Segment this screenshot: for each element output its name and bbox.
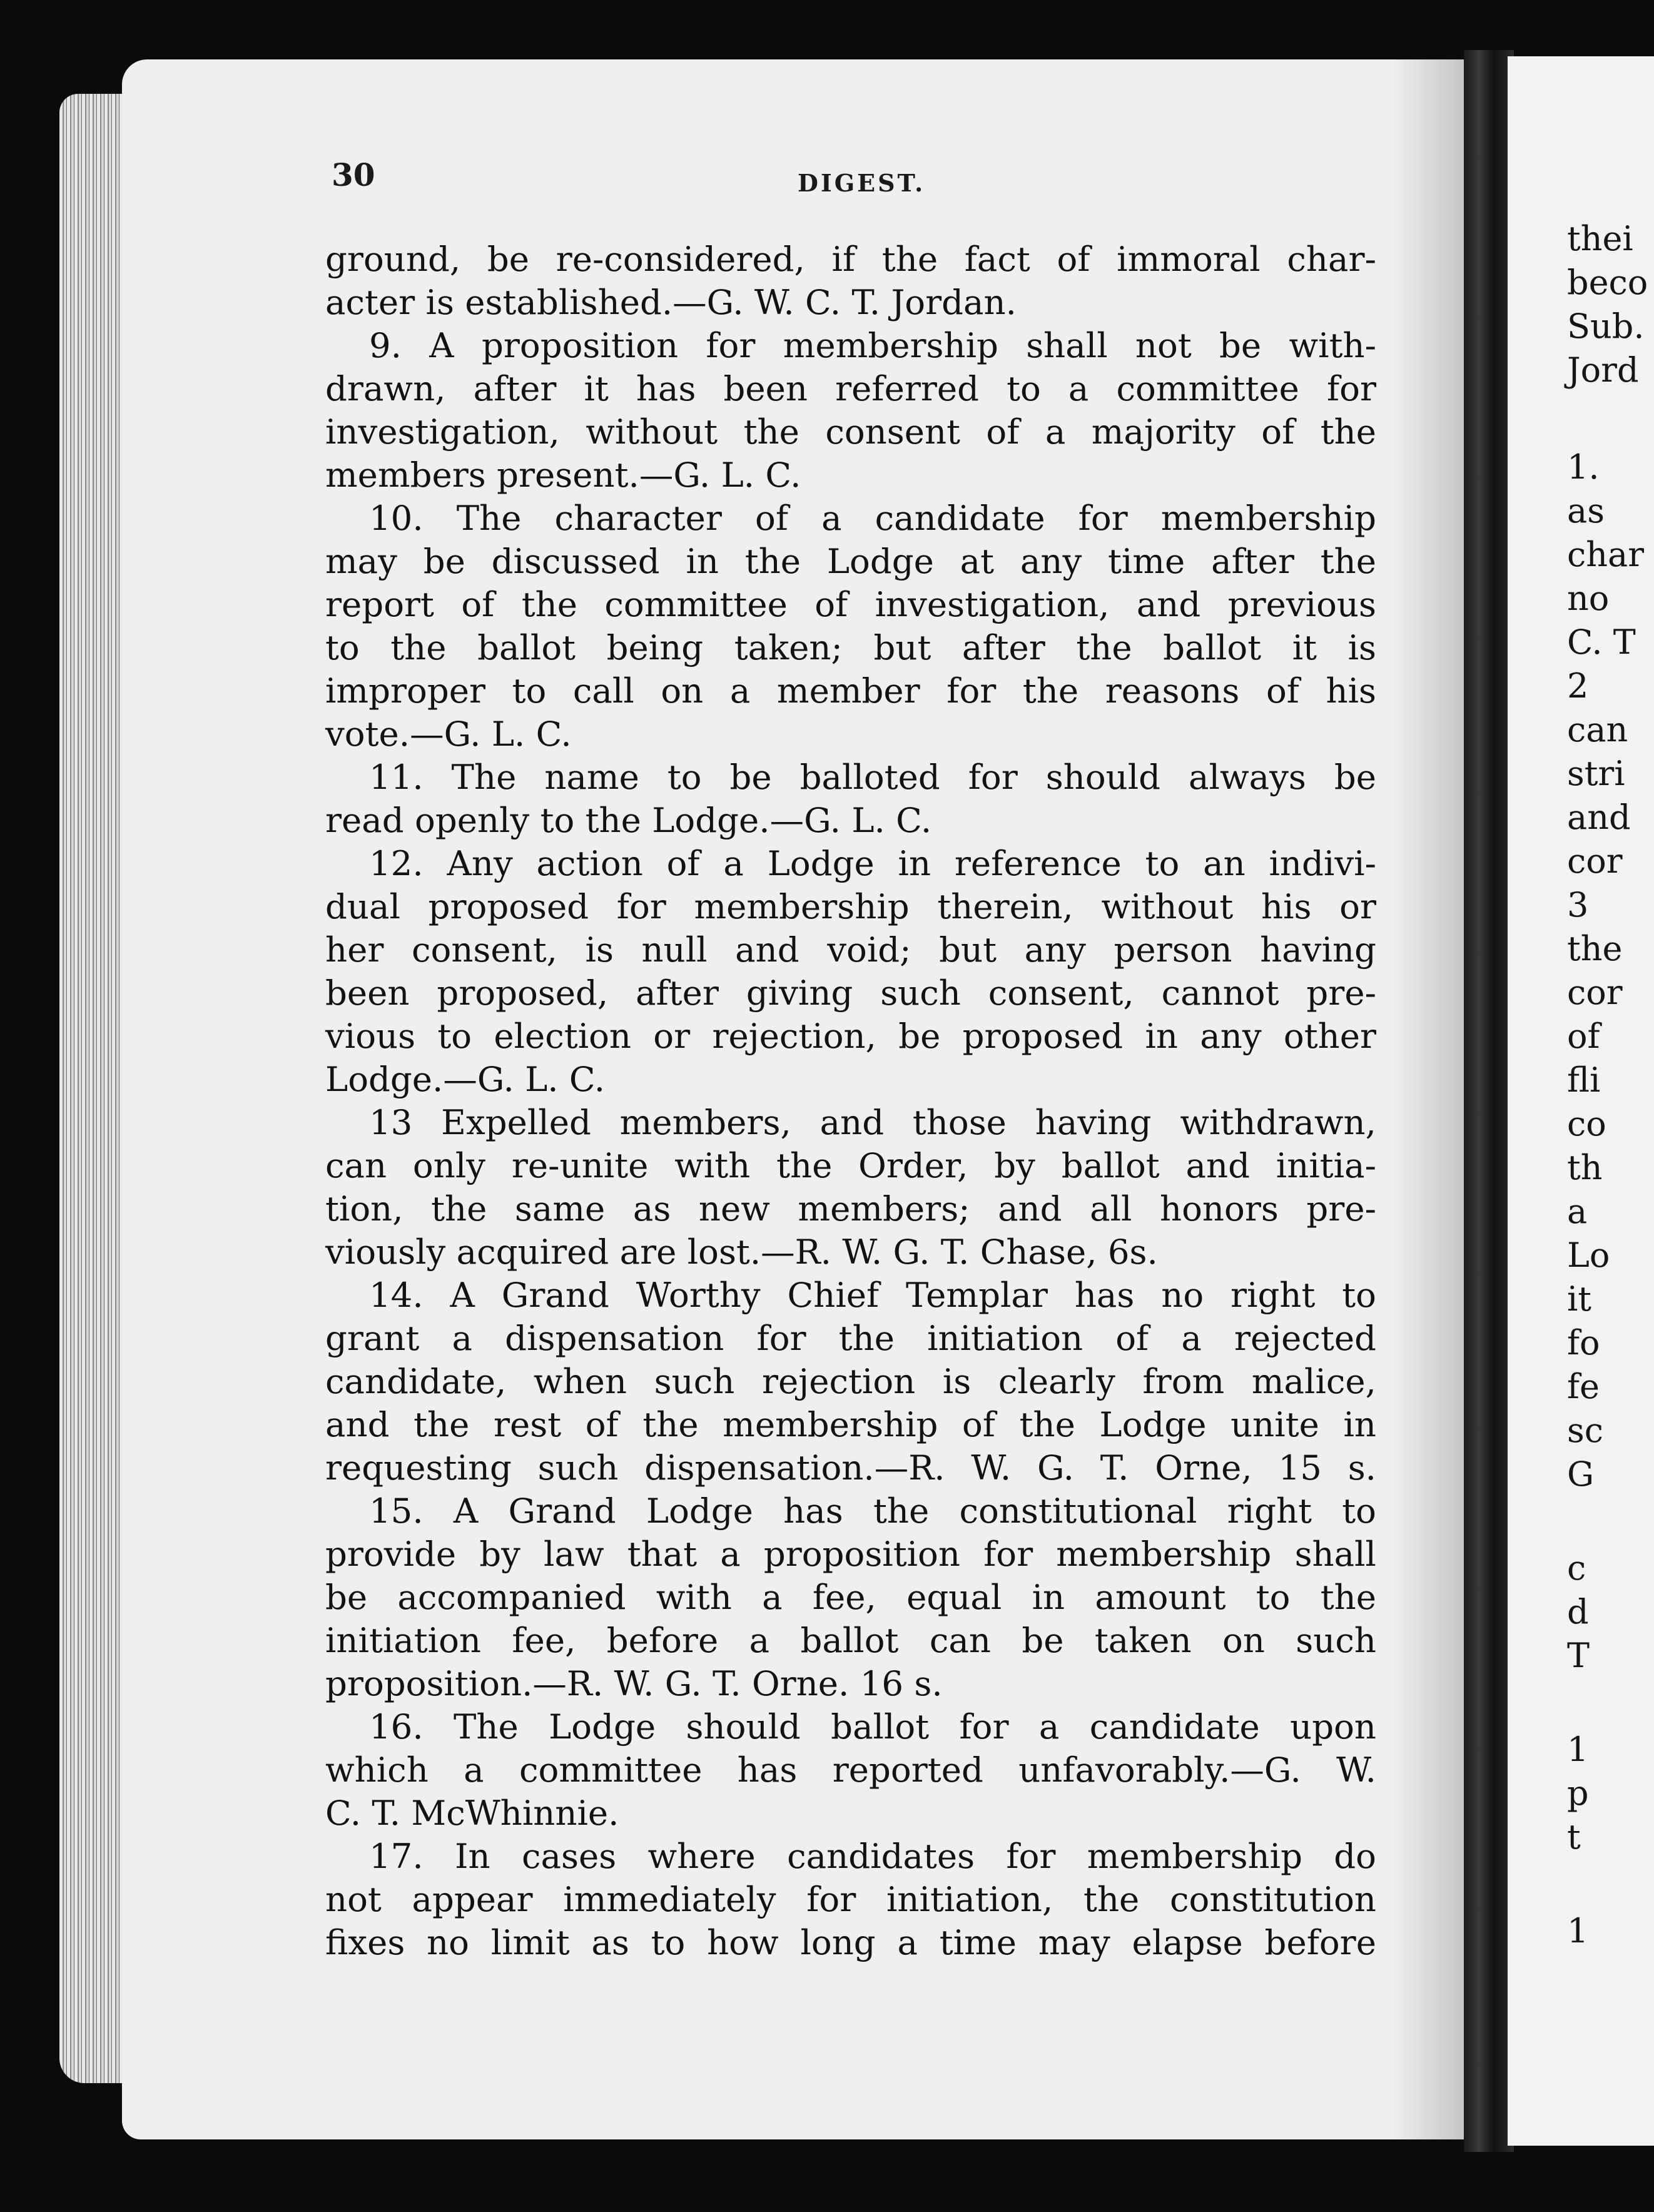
right-page-fragment: T <box>1567 1636 1590 1675</box>
right-page-fragment: it <box>1567 1279 1591 1319</box>
right-page-fragment: stri <box>1567 754 1625 793</box>
right-page-fragment: c <box>1567 1548 1586 1588</box>
text-line: 13 Expelled members, and those having withdrawn, <box>369 1102 1376 1142</box>
text-line: been proposed, after giving such consent, cannot pre- <box>325 973 1376 1013</box>
text-line: C. T. McWhinnie. <box>325 1793 619 1833</box>
right-page-fragment: 1 <box>1567 1730 1589 1769</box>
text-line: 17. In cases where candidates for membership do <box>369 1836 1376 1876</box>
right-page-fragment: d <box>1567 1592 1589 1631</box>
text-line: provide by law that a proposition for membership shall <box>325 1534 1376 1574</box>
text-line: proposition.—R. W. G. T. Orne. 16 s. <box>325 1663 943 1703</box>
text-line: viously acquired are lost.—R. W. G. T. Chase, 6s. <box>325 1232 1158 1272</box>
right-page-fragment: a <box>1567 1192 1588 1231</box>
right-page-fragment: t <box>1567 1817 1581 1857</box>
text-line: vote.—G. L. C. <box>325 714 572 754</box>
text-line: ground, be re-considered, if the fact of immoral char- <box>325 239 1376 279</box>
right-page-fragment: Lo <box>1567 1235 1610 1275</box>
right-page-fragment: co <box>1567 1104 1606 1144</box>
text-line: 14. A Grand Worthy Chief Templar has no right to <box>369 1275 1376 1315</box>
text-line: 12. Any action of a Lodge in reference to an indivi- <box>369 843 1376 883</box>
right-page-fragment: cor <box>1567 973 1623 1012</box>
right-page-fragment: cor <box>1567 841 1623 881</box>
right-page-fragment: fe <box>1567 1367 1600 1406</box>
right-page-fragment: Jord <box>1567 350 1639 390</box>
right-page-fragment: G <box>1567 1454 1595 1494</box>
text-line: drawn, after it has been referred to a committee for <box>325 368 1376 408</box>
text-line: 11. The name to be balloted for should always be <box>369 757 1376 797</box>
text-line: improper to call on a member for the reasons of his <box>325 671 1376 711</box>
right-page-fragment: th <box>1567 1148 1603 1187</box>
text-line: 16. The Lodge should ballot for a candidate upon <box>369 1707 1376 1747</box>
text-line: vious to election or rejection, be proposed in any other <box>325 1016 1376 1056</box>
text-line: requesting such dispensation.—R. W. G. T. Orne, 15 s. <box>325 1448 1376 1488</box>
text-line: Lodge.—G. L. C. <box>325 1059 606 1099</box>
right-page-fragment: no <box>1567 579 1610 618</box>
text-line: 9. A proposition for membership shall not be with- <box>369 325 1376 365</box>
text-line: be accompanied with a fee, equal in amount to the <box>325 1577 1376 1617</box>
right-page-fragment: beco <box>1567 263 1648 302</box>
text-line: to the ballot being taken; but after the ballot it is <box>325 627 1376 667</box>
right-page-fragment: p <box>1567 1773 1589 1813</box>
page-body <box>325 238 1376 1964</box>
text-line: fixes no limit as to how long a time may elapse before <box>325 1922 1376 1962</box>
right-page-fragment: as <box>1567 491 1605 530</box>
text-line: 10. The character of a candidate for membership <box>369 498 1376 538</box>
right-page-fragment: fo <box>1567 1323 1600 1362</box>
text-line: which a committee has reported unfavorably.—G. W. <box>325 1750 1376 1790</box>
right-page-fragment: 1. <box>1567 447 1600 487</box>
text-line: members present.—G. L. C. <box>325 455 801 495</box>
right-page-fragment: the <box>1567 929 1623 968</box>
right-page-fragment: C. T <box>1567 622 1636 662</box>
text-line: report of the committee of investigation, and previous <box>325 584 1376 624</box>
text-line: her consent, is null and void; but any person having <box>325 930 1376 970</box>
right-page-fragment: Sub. <box>1567 307 1645 346</box>
right-page-fragment: of <box>1567 1017 1600 1056</box>
text-line: not appear immediately for initiation, the constitution <box>325 1879 1376 1919</box>
right-page-fragment: 1 <box>1567 1911 1589 1951</box>
running-head: DIGEST. <box>798 169 926 197</box>
right-page-fragment: 3 <box>1567 885 1589 925</box>
page-number: 30 <box>332 156 375 193</box>
right-page <box>1508 56 1654 2146</box>
book-gutter <box>1464 50 1514 2152</box>
text-line: read openly to the Lodge.—G. L. C. <box>325 800 932 840</box>
right-page-fragment: char <box>1567 535 1645 574</box>
right-page-fragment: can <box>1567 710 1628 749</box>
text-line: 15. A Grand Lodge has the constitutional right to <box>369 1491 1376 1531</box>
right-page-fragment: fli <box>1567 1060 1601 1100</box>
text-line: may be discussed in the Lodge at any time after the <box>325 541 1376 581</box>
text-line: candidate, when such rejection is clearly from malice, <box>325 1361 1376 1401</box>
right-page-fragment: sc <box>1567 1411 1603 1450</box>
right-page-fragment: thei <box>1567 219 1633 258</box>
right-page-fragment: and <box>1567 798 1631 837</box>
text-line: initiation fee, before a ballot can be taken on such <box>325 1620 1376 1660</box>
text-line: can only re-unite with the Order, by ballot and initia- <box>325 1145 1376 1185</box>
text-line: tion, the same as new members; and all honors pre- <box>325 1189 1376 1229</box>
text-line: and the rest of the membership of the Lodge unite in <box>325 1404 1376 1444</box>
text-line: investigation, without the consent of a majority of the <box>325 412 1376 452</box>
text-line: acter is established.—G. W. C. T. Jordan. <box>325 282 1017 322</box>
right-page-fragment: 2 <box>1567 666 1589 706</box>
text-line: dual proposed for membership therein, without his or <box>325 886 1376 926</box>
text-line: grant a dispensation for the initiation of a rejected <box>325 1318 1376 1358</box>
